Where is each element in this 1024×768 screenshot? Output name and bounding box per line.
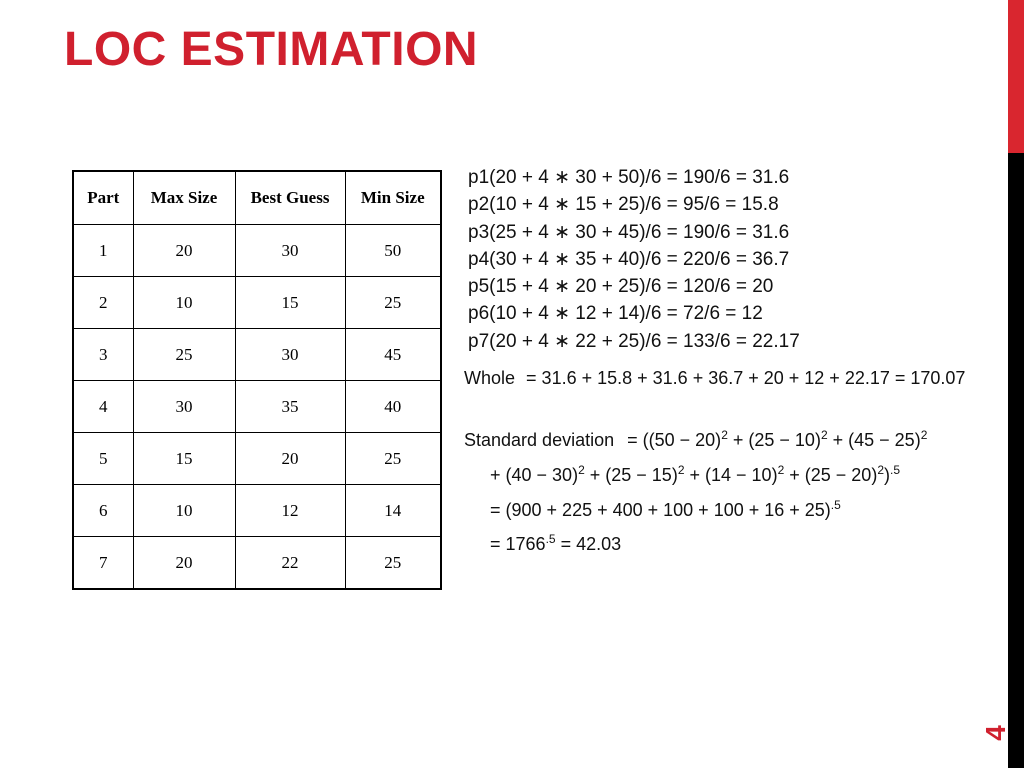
- cell-min-size: 40: [345, 381, 441, 433]
- cell-max-size: 30: [133, 381, 235, 433]
- stddev-exponent: 2: [777, 463, 785, 477]
- equation-stddev-line4: [490, 534, 621, 555]
- header-part: Part: [73, 171, 133, 225]
- stddev-term: + (25 − 10): [727, 430, 821, 450]
- stddev-exponent: 2: [721, 428, 728, 442]
- stddev-term: = (900 + 225 + 400 + 100 + 100 + 16 + 25): [490, 500, 831, 520]
- cell-part: 3: [73, 329, 133, 381]
- stddev-exponent: 2: [877, 463, 884, 477]
- cell-best-guess: 30: [235, 329, 345, 381]
- stddev-exponent: 2: [820, 428, 828, 442]
- cell-best-guess: 12: [235, 485, 345, 537]
- cell-min-size: 50: [345, 225, 441, 277]
- equation-p3: p3(25 + 4 ∗ 30 + 45)/6 = 190/6 = 31.6: [468, 222, 790, 243]
- stddev-term: + (45 − 25): [827, 430, 921, 450]
- slide-title: LOC ESTIMATION: [64, 23, 479, 76]
- accent-bar-black: [1008, 153, 1024, 768]
- cell-best-guess: 35: [235, 381, 345, 433]
- equation-p7: p7(20 + 4 ∗ 22 + 25)/6 = 133/6 = 22.17: [468, 331, 800, 352]
- equation-whole: [464, 368, 965, 389]
- table-header-row: [73, 171, 441, 225]
- header-min-size: Min Size: [345, 171, 441, 225]
- header-best-guess: Best Guess: [235, 171, 345, 225]
- equation-p2: p2(10 + 4 ∗ 15 + 25)/6 = 95/6 = 15.8: [468, 194, 779, 215]
- cell-part: 5: [73, 433, 133, 485]
- cell-best-guess: 22: [235, 537, 345, 590]
- table-row: [73, 381, 441, 433]
- table-row: [73, 537, 441, 590]
- whole-label: Whole: [464, 368, 516, 388]
- cell-best-guess: 30: [235, 225, 345, 277]
- cell-best-guess: 15: [235, 277, 345, 329]
- table-row: [73, 225, 441, 277]
- equation-stddev-line1: [464, 430, 927, 451]
- cell-min-size: 25: [345, 433, 441, 485]
- stddev-term: + (40 − 30): [490, 465, 579, 485]
- cell-max-size: 25: [133, 329, 235, 381]
- cell-max-size: 15: [133, 433, 235, 485]
- stddev-label: Standard deviation: [464, 430, 615, 450]
- table-row: [73, 277, 441, 329]
- cell-max-size: 10: [133, 277, 235, 329]
- stddev-term: = ((50 − 20): [627, 430, 722, 450]
- table-row: [73, 433, 441, 485]
- cell-max-size: 20: [133, 225, 235, 277]
- equation-stddev-line2: [490, 465, 900, 486]
- stddev-exponent: 2: [677, 463, 685, 477]
- stddev-exponent: .5: [890, 463, 901, 477]
- stddev-term: = 42.03: [555, 534, 622, 554]
- equation-stddev-line3: [490, 500, 841, 521]
- cell-part: 7: [73, 537, 133, 590]
- cell-max-size: 20: [133, 537, 235, 590]
- equation-p6: p6(10 + 4 ∗ 12 + 14)/6 = 72/6 = 12: [468, 303, 763, 324]
- whole-expression: = 31.6 + 15.8 + 31.6 + 36.7 + 20 + 12 + 22.17 = 170.07: [526, 368, 966, 388]
- equation-p5: p5(15 + 4 ∗ 20 + 25)/6 = 120/6 = 20: [468, 276, 774, 297]
- stddev-term: ): [884, 465, 890, 485]
- stddev-exponent: 2: [920, 428, 928, 442]
- table-row: [73, 329, 441, 381]
- loc-table: [72, 170, 442, 590]
- page-number: 4: [980, 725, 1011, 741]
- stddev-term: + (25 − 15): [584, 465, 678, 485]
- stddev-term: + (14 − 10): [684, 465, 778, 485]
- cell-min-size: 25: [345, 277, 441, 329]
- stddev-exponent: .5: [830, 498, 841, 512]
- equation-p4: p4(30 + 4 ∗ 35 + 40)/6 = 220/6 = 36.7: [468, 249, 790, 270]
- cell-min-size: 25: [345, 537, 441, 590]
- stddev-exponent: 2: [578, 463, 585, 477]
- equation-p1: p1(20 + 4 ∗ 30 + 50)/6 = 190/6 = 31.6: [468, 167, 790, 188]
- cell-part: 2: [73, 277, 133, 329]
- stddev-exponent: .5: [545, 532, 556, 546]
- stddev-term: = 1766: [490, 534, 546, 554]
- cell-min-size: 45: [345, 329, 441, 381]
- stddev-term: + (25 − 20): [784, 465, 878, 485]
- cell-min-size: 14: [345, 485, 441, 537]
- table-row: [73, 485, 441, 537]
- header-max-size: Max Size: [133, 171, 235, 225]
- cell-part: 6: [73, 485, 133, 537]
- cell-part: 4: [73, 381, 133, 433]
- cell-max-size: 10: [133, 485, 235, 537]
- cell-best-guess: 20: [235, 433, 345, 485]
- cell-part: 1: [73, 225, 133, 277]
- accent-bar-red: [1008, 0, 1024, 153]
